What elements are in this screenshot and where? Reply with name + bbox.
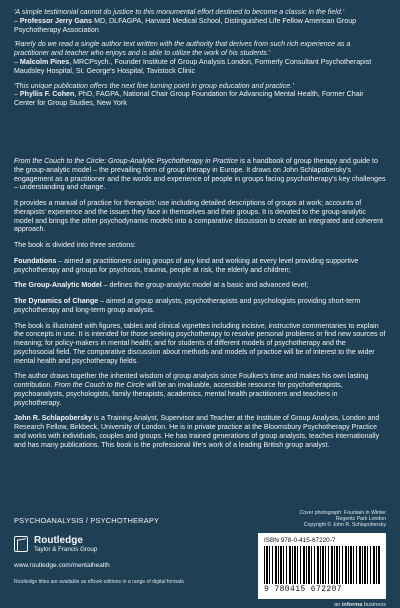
cover-credit-line-3: Copyright © John R. Schlapobersky <box>303 522 386 529</box>
barcode-bars-icon <box>264 546 380 584</box>
section-title: The Group-Analytic Model <box>14 282 102 290</box>
publisher-url[interactable]: www.routledge.com/mentalhealth <box>14 562 110 569</box>
p5-text-b: will be an invaluable, accessible resource for psychotherapists, psychoanalysts, psychologists, family therapists, academics, mental health practitioners and teachers in psychotherapy. <box>14 382 343 407</box>
intro-text: is a handbook of group therapy and guide to the group-analytic model – the prevailing form of group therapy in Europe. It draws on John Schlapobersky's engagement as a practitioner and the words and experience of people in groups facing psychotherapy's key challenges – understanding and change. <box>14 158 386 192</box>
bio-text: is a Training Analyst, Supervisor and Teacher at the Institute of Group Analysis, London and Research Fellow, Birkbeck, University of London. He is in private practice at the Bloomsbury Psychotherapy Practice and works with individuals, couples and groups. He has trained generations of group analysts, teaches internationally and has many publications. This book is the professional life's work of a leading British group analyst. <box>14 415 380 449</box>
paragraph-3: The book is divided into three sections: <box>14 242 136 249</box>
quote-affiliation: , PhD, FAGPA, National Chair Group Foundation for Advancing Mental Health, Former Chair Center for Group Studies, New York <box>14 90 364 108</box>
quote-author: Professor Jerry Gans <box>19 16 93 25</box>
section-title: Foundations <box>14 257 57 265</box>
section-text: – defines the group-analytic model at a basic and advanced level; <box>101 282 309 290</box>
p5-title: From the Couch to the Circle <box>54 382 145 389</box>
book-title-inline: From the Couch to the Circle: Group-Analytic Psychotherapy in Practice <box>14 158 239 165</box>
paragraph-5 <box>14 373 386 408</box>
informa-suffix: business <box>362 601 386 608</box>
informa-prefix: an <box>334 601 342 608</box>
quote-dash: – <box>14 57 20 66</box>
publisher-wordmark <box>34 535 97 553</box>
section-title: The Dynamics of Change <box>14 298 99 305</box>
paragraph-2: It provides a manual of practice for therapists' use including detailed descriptions of groups at work; accounts of therapists' experience and the issues they face in themselves and their groups. It is devoted to the group-analytic model and brings the other psychodynamic models into a comparative discussion to create an integrated and coherent approach. <box>14 200 384 234</box>
intro-paragraph <box>14 158 386 193</box>
section-foundations <box>14 258 386 276</box>
barcode <box>258 533 386 599</box>
publisher-logo <box>14 535 234 553</box>
quote-author: Malcolm Pines <box>19 57 70 66</box>
section-dynamics <box>14 298 386 316</box>
isbn-digits: 9 780415 672207 <box>264 584 343 594</box>
publisher-group: Taylor & Francis Group <box>34 546 98 553</box>
quote-text: 'This unique publication offers the next fine turning point in group education and practice.' <box>14 81 294 90</box>
subject-category: PSYCHOANALYSIS / PSYCHOTHERAPY <box>14 516 160 525</box>
quote-text: 'Rarely do we read a single author text written with the authority that derives from such rich experience as a practitioner and teacher who enjoys and is able to utilize the work of his students.' <box>14 40 351 58</box>
informa-name: informa <box>341 601 363 608</box>
quote-affiliation: MD, DLFAGPA, Harvard Medical School, Distinguished Life Fellow American Group Psychotherapy Association <box>14 16 357 34</box>
quote-dash: – <box>14 16 20 25</box>
isbn-label: ISBN 978-0-415-67220-7 <box>264 536 336 544</box>
endorsements <box>14 8 386 114</box>
cover-credit-line-1: Cover photograph: Fountain in Winter <box>299 510 386 516</box>
blurb <box>14 158 386 457</box>
isbn-block <box>258 510 386 608</box>
p5-text-a: The author draws together the inherited wisdom of group analysis since Foulkes's time and makes his own lasting contribution. <box>14 373 369 389</box>
author-name: John R. Schlapobersky <box>14 415 92 423</box>
cover-credit <box>258 510 386 529</box>
informa-business <box>258 602 386 608</box>
routledge-logo-icon <box>14 536 28 552</box>
endorsement-2 <box>14 40 386 75</box>
publisher-block <box>14 516 234 587</box>
author-bio <box>14 415 386 450</box>
ebook-note: Routledge titles are available as eBook editions in a range of digital formats <box>14 579 184 585</box>
quote-dash: – <box>14 90 20 99</box>
quote-author: Phyllis F. Cohen <box>19 90 75 99</box>
quote-affiliation: , MRCPsych., Founder Institute of Group Analysis London, Formerly Consultant Psychotherapist Maudsley Hospital, St. George's Hospital, Tavistock Clinic <box>14 57 372 75</box>
quote-text: 'A simple testimonial cannot do justice to this monumental effort destined to become a classic in the field.' <box>14 8 345 16</box>
publisher-name: Routledge <box>34 535 83 546</box>
section-group-analytic <box>14 282 386 291</box>
section-text: – aimed at practitioners using groups of any kind and working at every level providing supportive psychotherapy and groups for psychosis, trauma, people at risk, the elderly and children; <box>14 257 359 274</box>
section-text: – aimed at group analysts, psychotherapists and psychologists providing short-term psychotherapy and long-term group analysis. <box>14 298 361 314</box>
endorsement-3 <box>14 82 386 108</box>
cover-credit-line-2: Regents Park London <box>335 516 386 523</box>
paragraph-4: The book is illustrated with figures, tables and clinical vignettes including incisive, instructive commentaries to explain the concepts in use. It is intended for those seeking psychotherapy to resolve personal problems or find new sources of meaning; for policy-makers in mental health; and for students of different models of psychotherapy and the psychosocial field. The comparative discussion about methods and models of practice will be of interest to the wider mental health and psychotherapy fields. <box>14 322 386 365</box>
endorsement-1 <box>14 8 386 34</box>
